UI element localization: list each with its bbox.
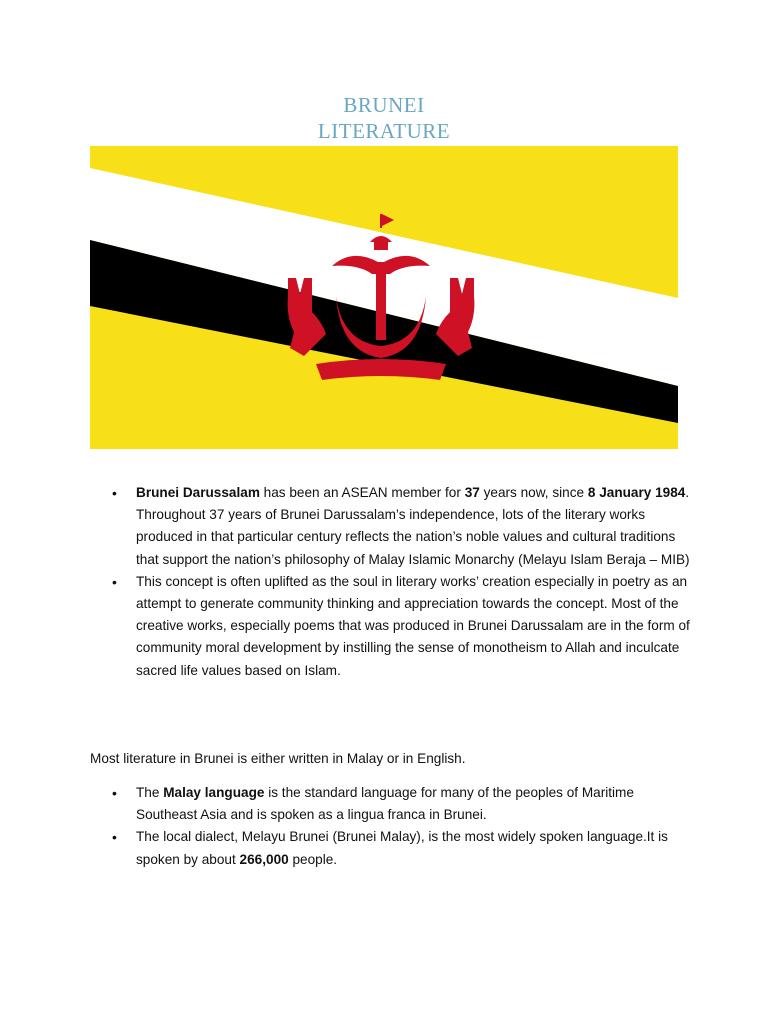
document-title (0, 92, 768, 144)
list-item: • The Malay language is the standard language for many of the peoples of Maritime Southeast Asia and is spoken as a lingua franca in Brunei. (90, 782, 690, 826)
title-line-1: BRUNEI (343, 93, 425, 117)
brunei-flag-icon (90, 146, 678, 449)
list-item: • This concept is often uplifted as the soul in literary works’ creation especially in poetry as an attempt to generate community thinking and appreciation towards the concept. Most of the creative works, especially poems that was produced in Brunei Darussalam are in the form of community moral development by instilling the sense of monotheism to Allah and inculcate sacred life values based on Islam. (90, 571, 690, 682)
body-paragraph: Most literature in Brunei is either written in Malay or in English. (90, 751, 466, 766)
title-line-2: LITERATURE (317, 119, 451, 143)
list-item: • Brunei Darussalam has been an ASEAN member for 37 years now, since 8 January 1984. Throughout 37 years of Brunei Darussalam’s independence, lots of the literary works produced in that particular century reflects the nation’s noble values and cultural traditions that support the nation’s philosophy of Malay Islamic Monarchy (Melayu Islam Beraja – MIB) (90, 482, 690, 571)
intro-bullet-list (90, 482, 690, 682)
list-item: • The local dialect, Melayu Brunei (Brunei Malay), is the most widely spoken language.It is spoken by about 266,000 people. (90, 826, 690, 870)
language-bullet-list (90, 782, 690, 871)
